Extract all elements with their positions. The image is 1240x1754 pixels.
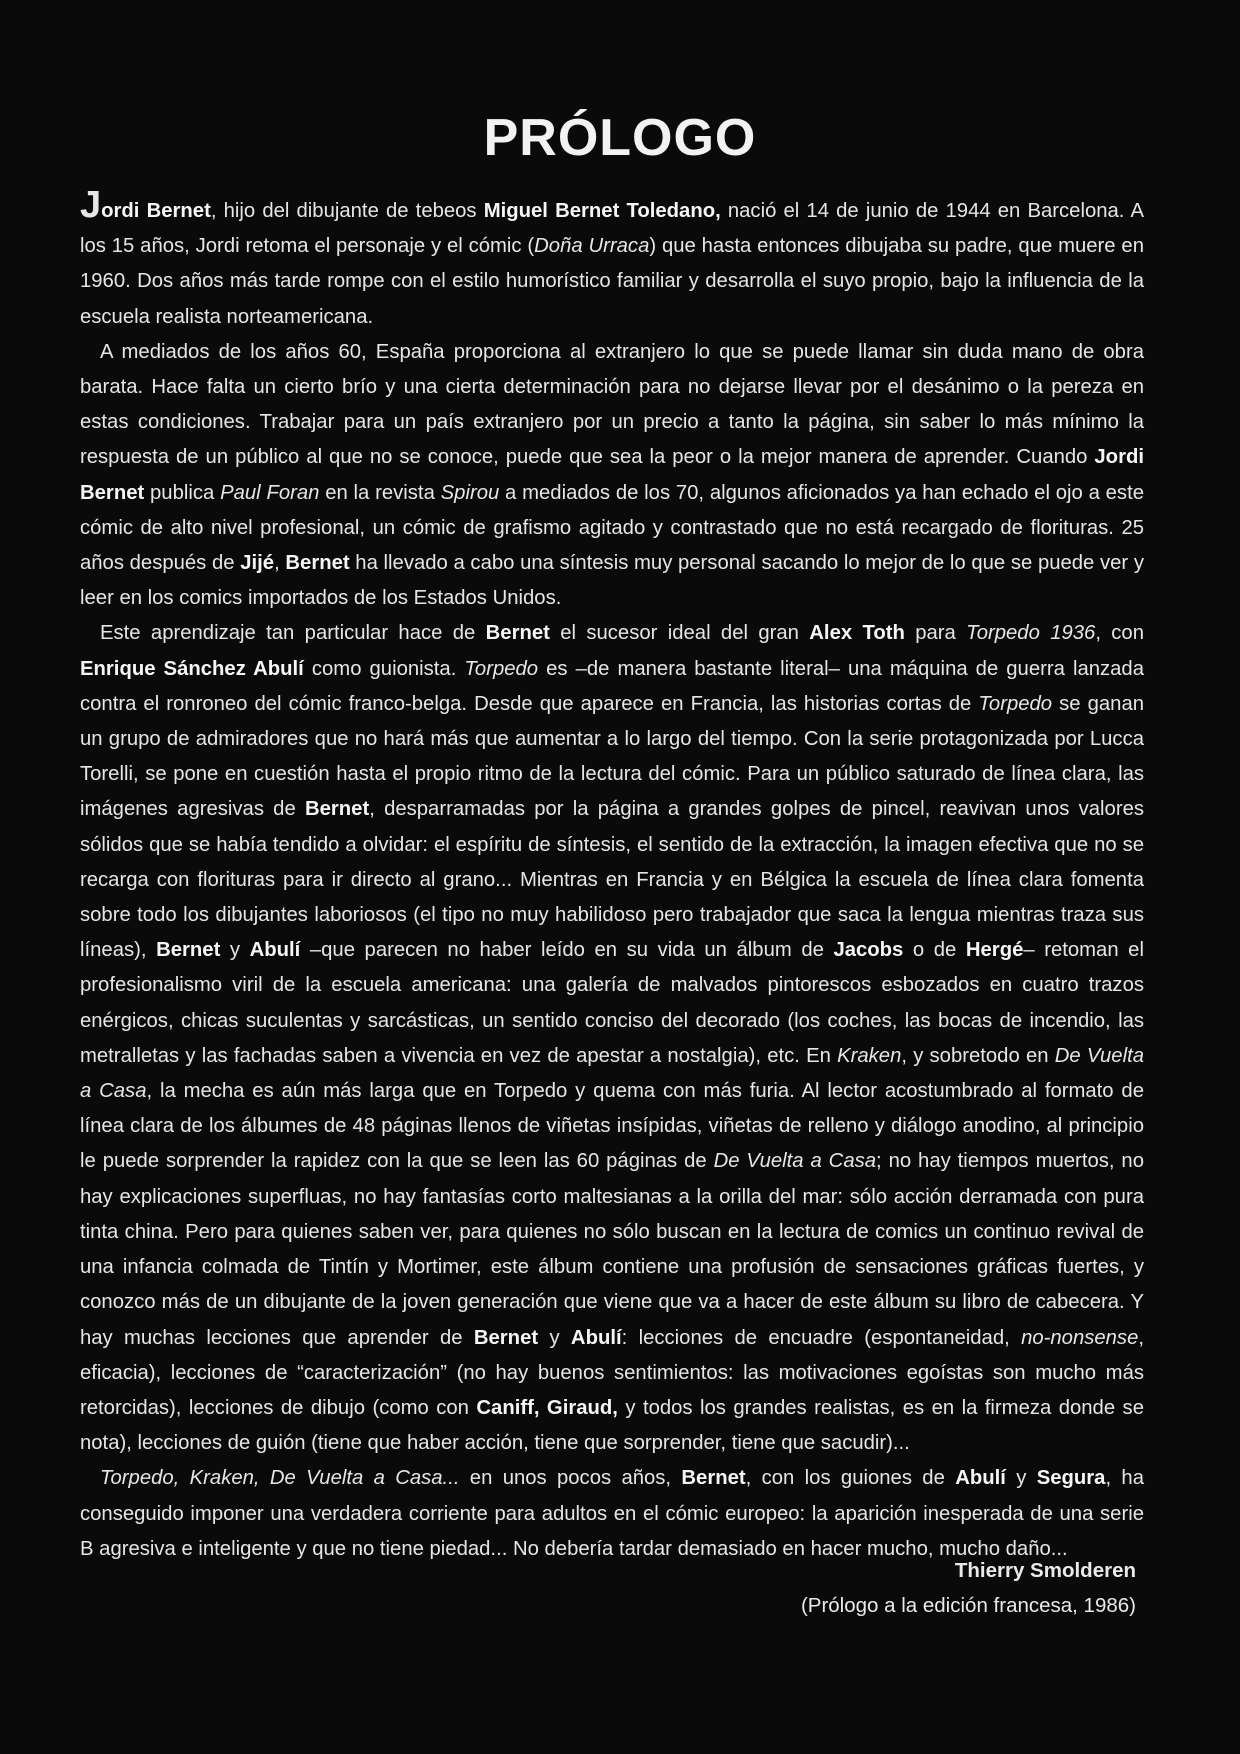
text-run: ha llevado a cabo una síntesis muy personal sacando lo mejor de lo que se puede ver y leer en los comics importados de los Estados Unidos.	[80, 552, 1144, 610]
text-run: : lecciones de encuadre (espontaneidad,	[621, 1326, 1022, 1349]
page-title: PRÓLOGO	[483, 109, 757, 167]
bold-text: Jordi Bernet	[80, 446, 1144, 504]
italic-text: Torpedo 1936	[966, 622, 1096, 645]
bold-text: Bernet	[156, 939, 221, 962]
italic-text: Paul Foran	[220, 481, 320, 504]
text-run: o de	[903, 939, 966, 962]
italic-text: Doña Urraca	[534, 235, 650, 258]
italic-text: Kraken	[837, 1044, 902, 1067]
text-run: y	[220, 939, 250, 962]
text-run: ,	[274, 552, 286, 575]
text-run: publica	[144, 481, 221, 504]
italic-text: De Vuelta a Casa	[713, 1150, 877, 1173]
bold-text: Bernet	[485, 622, 550, 645]
text-run: , hijo del dibujante de tebeos	[210, 200, 484, 222]
paragraph	[80, 616, 1144, 1461]
text-run: el sucesor ideal del gran	[549, 622, 810, 645]
text-run: ) que hasta entonces dibujaba su padre, que muere en 1960. Dos años más tarde rompe con el estilo humorístico familiar y desarrolla el suyo propio, bajo la influencia de la escuela realista norteamericana.	[80, 235, 1144, 328]
bold-text: Abulí	[955, 1467, 1006, 1490]
text-run: y todos los grandes realistas, es en la firmeza donde se nota), lecciones de guión (tiene que haber acción, tiene que sorprender, tiene que sacudir)...	[80, 1396, 1144, 1455]
bold-text: Caniff, Giraud,	[476, 1396, 618, 1419]
text-run: A mediados de los años 60, España proporciona al extranjero lo que se puede llamar sin duda mano de obra barata. Hace falta un cierto brío y una cierta determinación para no dejarse llevar por el desánimo o la pereza en estas condiciones. Trabajar para un país extranjero por un precio a tanto la página, sin saber lo más mínimo la respuesta de un público al que no se conoce, puede que sea la peor o la mejor manera de aprender. Cuando	[80, 340, 1144, 469]
text-run: , con los guiones de	[745, 1467, 956, 1490]
signature-block	[801, 1553, 1136, 1623]
bold-text: Bernet	[285, 552, 350, 575]
signature-note: (Prólogo a la edición francesa, 1986)	[800, 1594, 1136, 1617]
text-run: se ganan un grupo de admiradores que no hará más que aumentar a lo largo del tiempo. Con la serie protagonizada por Lucca Torelli, se pone en cuestión hasta el propio ritmo de la lectura del cómic. Para un público saturado de línea clara, las imágenes agresivas de	[80, 692, 1145, 821]
italic-text: De Vuelta a Casa	[80, 1044, 1144, 1103]
text-run: , la mecha es aún más larga que en Torpedo y quema con más furia. Al lector acostumbrado al formato de línea clara de los álbumes de 48 páginas llenos de viñetas insípidas, viñetas de relleno y diálogo anodino, al principio le puede sorprender la rapidez con la que se leen las 60 páginas de	[80, 1080, 1144, 1173]
bold-text: Bernet	[304, 798, 370, 821]
text-run: para	[904, 622, 967, 645]
italic-text: Torpedo, Kraken, De Vuelta a Casa...	[100, 1467, 460, 1490]
paragraph	[80, 184, 1144, 335]
author-name: Thierry Smolderen	[954, 1559, 1136, 1582]
text-run: y	[1005, 1467, 1037, 1490]
bold-text: ordi Bernet	[101, 200, 211, 222]
paragraph	[80, 1461, 1144, 1567]
paragraph	[80, 335, 1144, 617]
text-run: como guionista.	[303, 657, 465, 680]
text-run: Este aprendizaje tan particular hace de	[100, 622, 486, 645]
bold-text: Hergé	[965, 939, 1024, 962]
text-run: , y sobretodo en	[901, 1044, 1055, 1067]
bold-text: Bernet	[473, 1326, 539, 1349]
italic-text: Torpedo	[978, 692, 1053, 715]
text-run: y	[538, 1326, 571, 1349]
bold-text: Jijé	[240, 552, 275, 575]
bold-text: Miguel Bernet Toledano,	[483, 200, 721, 222]
drop-cap: J	[80, 184, 102, 226]
text-run: ; no hay tiempos muertos, no hay explicaciones superfluas, no hay fantasías corto maltesianas a la orilla del mar: sólo acción derramada con pura tinta china. Pero para quienes saben ver, para quienes no sólo buscan en la lectura de comics un continuo revival de una infancia colmada de Tintín y Mortimer, este álbum contiene una profusión de sensaciones gráficas fuertes, y conozco más de un dibujante de la joven generación que viene que va a hacer de este álbum su libro de cabecera. Y hay muchas lecciones que aprender de	[80, 1150, 1144, 1349]
italic-text: Torpedo	[464, 657, 539, 680]
bold-text: Alex Toth	[809, 622, 905, 645]
text-run: , con	[1095, 622, 1144, 645]
bold-text: Abulí	[570, 1326, 622, 1349]
text-run: –que parecen no haber leído en su vida un álbum de	[300, 939, 834, 962]
text-run: es –de manera bastante literal– una máquina de guerra lanzada contra el ronroneo del cómic franco-belga. Desde que aparece en Francia, las historias cortas de	[80, 657, 1144, 715]
italic-text: Spirou	[440, 481, 500, 504]
text-run: , desparramadas por la página a grandes golpes de pincel, reavivan unos valores sólidos que se había tendido a olvidar: el espíritu de síntesis, el sentido de la extracción, la imagen efectiva que no se recarga con florituras para ir directo al grano... Mientras en Francia y en Bélgica la escuela de línea clara fomenta sobre todo los dibujantes laboriosos (el tipo no muy habilidoso pero trabajador que saca la lengua mientras traza sus líneas),	[80, 798, 1144, 962]
text-run: a mediados de los 70, algunos aficionados ya han echado el ojo a este cómic de alto nivel profesional, un cómic de grafismo agitado y contrastado que no está recargado de florituras. 25 años después de	[80, 481, 1144, 575]
prologue-body	[80, 184, 1145, 1567]
bold-text: Segura	[1036, 1467, 1106, 1490]
italic-text: no-nonsense	[1021, 1326, 1139, 1349]
text-run: nació el 14 de junio de 1944 en Barcelona. A los 15 años, Jordi retoma el personaje y el cómic (	[80, 200, 1144, 258]
text-run: en unos pocos años,	[459, 1467, 682, 1490]
text-run: , eficacia), lecciones de “caracterización” (no hay buenos sentimientos: las motivaciones egoístas son mucho más retorcidas), lecciones de dibujo (como con	[80, 1326, 1144, 1419]
bold-text: Abulí	[249, 939, 301, 962]
bold-text: Bernet	[681, 1467, 746, 1490]
bold-text: Enrique Sánchez Abulí	[80, 657, 304, 680]
text-run: , ha conseguido imponer una verdadera corriente para adultos en el cómic europeo: la aparición inesperada de una serie B agresiva e inteligente y que no tiene piedad... No debería tardar demasiado en hacer mucho, mucho daño...	[80, 1467, 1144, 1560]
text-run: – retoman el profesionalismo viril de la escuela americana: una galería de malvados pintorescos esbozados en cuatro trazos enérgicos, chicas suculentas y sarcásticas, un sentido conciso del decorado (los coches, las bocas de incendio, las metralletas y las fachadas saben a vivencia en vez de apestar a nostalgia), etc. En	[80, 939, 1144, 1067]
bold-text: Jacobs	[833, 939, 904, 962]
text-run: en la revista	[319, 481, 441, 504]
